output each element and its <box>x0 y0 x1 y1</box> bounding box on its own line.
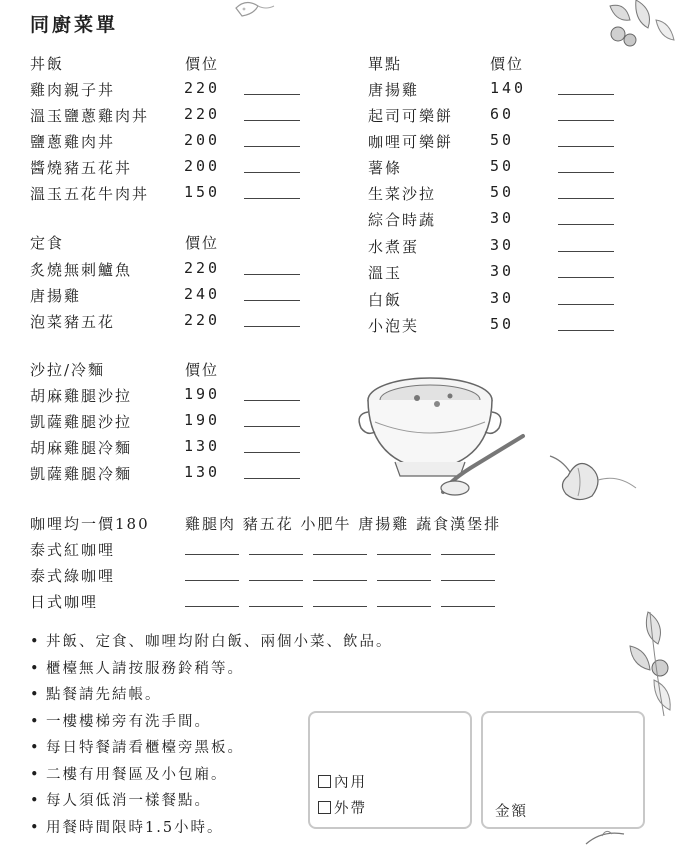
item-name: 胡麻雞腿沙拉 <box>30 387 133 405</box>
item-name: 溫玉 <box>368 264 403 282</box>
menu-item-row[interactable] <box>30 411 305 435</box>
quantity-blank[interactable] <box>558 304 614 305</box>
menu-title: 同廚菜單 <box>30 14 119 36</box>
quantity-blank[interactable] <box>244 400 300 401</box>
menu-item-row[interactable] <box>368 105 620 129</box>
salad-price-header: 價位 <box>185 361 220 379</box>
item-name: 溫玉五花牛肉丼 <box>30 185 150 203</box>
quantity-blank[interactable] <box>244 300 300 301</box>
menu-item-row[interactable] <box>30 311 305 335</box>
item-name: 唐揚雞 <box>30 287 82 305</box>
item-name: 綜合時蔬 <box>368 211 437 229</box>
quantity-blank[interactable] <box>558 251 614 252</box>
mushroom-decoration-icon <box>232 0 278 26</box>
quantity-blank[interactable] <box>244 120 300 121</box>
item-name: 胡麻雞腿冷麵 <box>30 439 133 457</box>
item-name: 咖哩可樂餅 <box>368 133 454 151</box>
quantity-blank[interactable] <box>558 277 614 278</box>
menu-item-row[interactable] <box>368 262 620 286</box>
dine-in-label: 內用 <box>334 775 367 791</box>
item-name: 泡菜豬五花 <box>30 313 116 331</box>
curry-item-row[interactable] <box>30 591 510 615</box>
quantity-blank[interactable] <box>558 224 614 225</box>
item-price: 220 <box>184 79 221 97</box>
garlic-decoration-icon <box>548 448 638 508</box>
menu-item-row[interactable] <box>368 183 620 207</box>
takeout-checkbox[interactable] <box>318 801 331 814</box>
rice-bowl-price-header: 價位 <box>185 55 220 73</box>
item-name: 泰式綠咖哩 <box>30 567 116 585</box>
quantity-blank[interactable] <box>558 198 614 199</box>
dine-in-checkbox[interactable] <box>318 775 331 788</box>
menu-item-row[interactable] <box>30 79 305 103</box>
rice-bowl-header: 丼飯 <box>30 55 65 73</box>
item-name: 鹽蔥雞肉丼 <box>30 133 116 151</box>
item-price: 220 <box>184 105 221 123</box>
soup-pot-illustration-icon <box>355 352 535 502</box>
note-item: • 一樓樓梯旁有洗手間。 <box>30 710 300 737</box>
note-item: • 丼飯、定食、咖哩均附白飯、兩個小菜、飲品。 <box>30 630 300 657</box>
note-item: • 二樓有用餐區及小包廂。 <box>30 763 300 790</box>
amount-label: 金額 <box>495 804 528 820</box>
note-item: • 用餐時間限時1.5小時。 <box>30 816 300 843</box>
menu-item-row[interactable] <box>30 437 305 461</box>
set-meal-header: 定食 <box>30 234 65 252</box>
herb-leaves-decoration-icon <box>596 0 677 52</box>
a-la-carte-header: 單點 <box>368 55 403 73</box>
curry-item-row[interactable] <box>30 539 510 563</box>
quantity-blank[interactable] <box>244 146 300 147</box>
menu-item-row[interactable] <box>30 285 305 309</box>
menu-item-row[interactable] <box>30 131 305 155</box>
item-name: 生菜沙拉 <box>368 185 437 203</box>
quantity-blank[interactable] <box>558 94 614 95</box>
note-item: • 每日特餐請看櫃檯旁黑板。 <box>30 736 300 763</box>
menu-item-row[interactable] <box>368 315 620 339</box>
item-name: 小泡芙 <box>368 317 420 335</box>
item-name: 白飯 <box>368 291 403 309</box>
curry-header: 咖哩均一價180 <box>30 515 150 533</box>
item-price: 60 <box>490 105 515 123</box>
note-item: • 點餐請先結帳。 <box>30 683 300 710</box>
item-name: 溫玉鹽蔥雞肉丼 <box>30 107 150 125</box>
item-name: 泰式紅咖哩 <box>30 541 116 559</box>
salad-header: 沙拉/冷麵 <box>30 361 106 379</box>
menu-item-row[interactable] <box>368 236 620 260</box>
item-price: 130 <box>184 437 221 455</box>
quantity-blank[interactable] <box>244 94 300 95</box>
menu-item-row[interactable] <box>368 289 620 313</box>
dine-in-option[interactable] <box>318 771 367 792</box>
item-name: 凱薩雞腿冷麵 <box>30 465 133 483</box>
takeout-label: 外帶 <box>334 801 367 817</box>
item-price: 150 <box>184 183 221 201</box>
menu-item-row[interactable] <box>30 385 305 409</box>
item-price: 240 <box>184 285 221 303</box>
curry-protein-options: 雞腿肉 豬五花 小肥牛 唐揚雞 蔬食漢堡排 <box>185 515 502 533</box>
curry-item-row[interactable] <box>30 565 510 589</box>
order-type-box <box>308 711 472 829</box>
item-price: 30 <box>490 209 515 227</box>
menu-item-row[interactable] <box>30 183 305 207</box>
item-price: 50 <box>490 131 515 149</box>
item-name: 唐揚雞 <box>368 81 420 99</box>
quantity-blank[interactable] <box>558 172 614 173</box>
quantity-blank[interactable] <box>244 452 300 453</box>
leaf-branch-decoration-icon <box>620 610 677 720</box>
item-price: 200 <box>184 157 221 175</box>
quantity-blank[interactable] <box>558 330 614 331</box>
sprig-decoration-icon <box>582 826 632 846</box>
menu-item-row[interactable] <box>30 105 305 129</box>
item-price: 50 <box>490 157 515 175</box>
item-name: 日式咖哩 <box>30 593 99 611</box>
item-price: 220 <box>184 259 221 277</box>
item-price: 30 <box>490 289 515 307</box>
item-price: 190 <box>184 411 221 429</box>
item-name: 薯條 <box>368 159 403 177</box>
menu-item-row[interactable] <box>368 79 620 103</box>
quantity-blank[interactable] <box>558 146 614 147</box>
takeout-option[interactable] <box>318 797 367 818</box>
item-price: 220 <box>184 311 221 329</box>
quantity-blank[interactable] <box>244 172 300 173</box>
item-price: 50 <box>490 183 515 201</box>
item-price: 130 <box>184 463 221 481</box>
menu-item-row[interactable] <box>368 157 620 181</box>
item-price: 190 <box>184 385 221 403</box>
note-item: • 每人須低消一樣餐點。 <box>30 789 300 816</box>
item-price: 140 <box>490 79 527 97</box>
a-la-carte-price-header: 價位 <box>490 55 525 73</box>
note-item: • 櫃檯無人請按服務鈴稍等。 <box>30 657 300 684</box>
amount-box[interactable] <box>481 711 645 829</box>
menu-item-row[interactable] <box>30 259 305 283</box>
item-name: 炙燒無刺鱸魚 <box>30 261 133 279</box>
menu-item-row[interactable] <box>30 157 305 181</box>
menu-item-row[interactable] <box>368 131 620 155</box>
item-name: 水煮蛋 <box>368 238 420 256</box>
item-price: 30 <box>490 236 515 254</box>
set-meal-price-header: 價位 <box>185 234 220 252</box>
quantity-blank[interactable] <box>244 326 300 327</box>
item-name: 醬燒豬五花丼 <box>30 159 133 177</box>
quantity-blank[interactable] <box>558 120 614 121</box>
item-name: 雞肉親子丼 <box>30 81 116 99</box>
item-name: 起司可樂餅 <box>368 107 454 125</box>
item-price: 50 <box>490 315 515 333</box>
menu-item-row[interactable] <box>368 209 620 233</box>
item-name: 凱薩雞腿沙拉 <box>30 413 133 431</box>
quantity-blank[interactable] <box>244 478 300 479</box>
quantity-blank[interactable] <box>244 198 300 199</box>
item-price: 200 <box>184 131 221 149</box>
quantity-blank[interactable] <box>244 426 300 427</box>
menu-item-row[interactable] <box>30 463 305 487</box>
quantity-blank[interactable] <box>244 274 300 275</box>
item-price: 30 <box>490 262 515 280</box>
